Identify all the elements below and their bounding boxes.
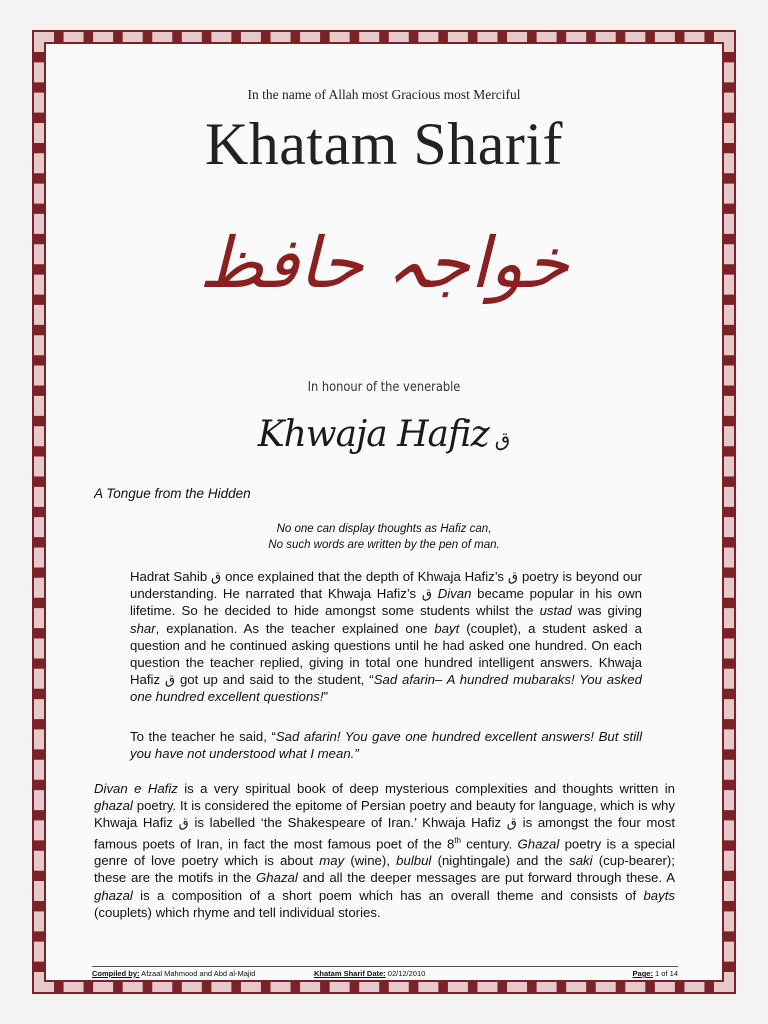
honour-line: In honour of the venerable xyxy=(307,380,461,395)
paragraph-2: To the teacher he said, “Sad afarin! You gave one hundred excellent answers! But still you have not understood what I mean.” xyxy=(130,729,643,762)
paragraph-3: Divan e Hafiz is a very spiritual book of deep mysterious complexities and thoughts written in ghazal poetry. It is considered the epitome of Persian poetry and beauty for language, which is why Khwaja Hafiz ق is labelled ‘the Shakespeare of Iran.’ Khwaja Hafiz ق is amongst the four most famous poets of Iran, in fact the most famous poet of the 8th century. Ghazal poetry is a special genre of love poetry which is about may (wine), bulbul (nightingale) and the saki (cup-bearer); these are the motifs in the Ghazal and all the deeper messages are put forward through these. A ghazal is a composition of a short poem which has an overall theme and consists of bayts (couplets) which rhyme and tell individual stories. xyxy=(94,781,675,920)
page-footer xyxy=(92,966,678,978)
footer-page-number: Page: 1 of 14 xyxy=(632,969,678,978)
honorific-mark: ق xyxy=(494,427,511,451)
subject-name-text: Khwaja Hafiz xyxy=(257,414,489,455)
subject-name xyxy=(0,414,768,455)
couplet xyxy=(0,521,768,553)
couplet-line-1: No one can display thoughts as Hafiz can, xyxy=(276,523,492,535)
bismillah-line: In the name of Allah most Gracious most Merciful xyxy=(247,87,521,102)
footer-compiled: Compiled by: Afzaal Mahmood and Abd al-Majid xyxy=(92,969,256,978)
footer-date: Khatam Sharif Date: 02/12/2010 xyxy=(314,969,426,978)
paragraph-1: Hadrat Sahib ق once explained that the depth of Khwaja Hafiz’s ق poetry is beyond our understanding. He narrated that Khwaja Hafiz’s ق Divan became popular in his own lifetime. So he decided to hide amongst some students whilst the ustad was giving shar, explanation. As the teacher explained one bayt (couplet), a student asked a question and he continued asking questions until he had asked one hundred. On each question the teacher replied, giving in total one hundred intelligent answers. Khwaja Hafiz ق got up and said to the student, “Sad afarin– A hundred mubaraks! You asked one hundred excellent questions!” xyxy=(130,569,643,705)
section-heading: A Tongue from the Hidden xyxy=(94,486,251,501)
couplet-line-2: No such words are written by the pen of man. xyxy=(268,539,500,551)
page-title: Khatam Sharif xyxy=(204,111,564,177)
urdu-title: خواجہ حافظ xyxy=(199,222,569,304)
